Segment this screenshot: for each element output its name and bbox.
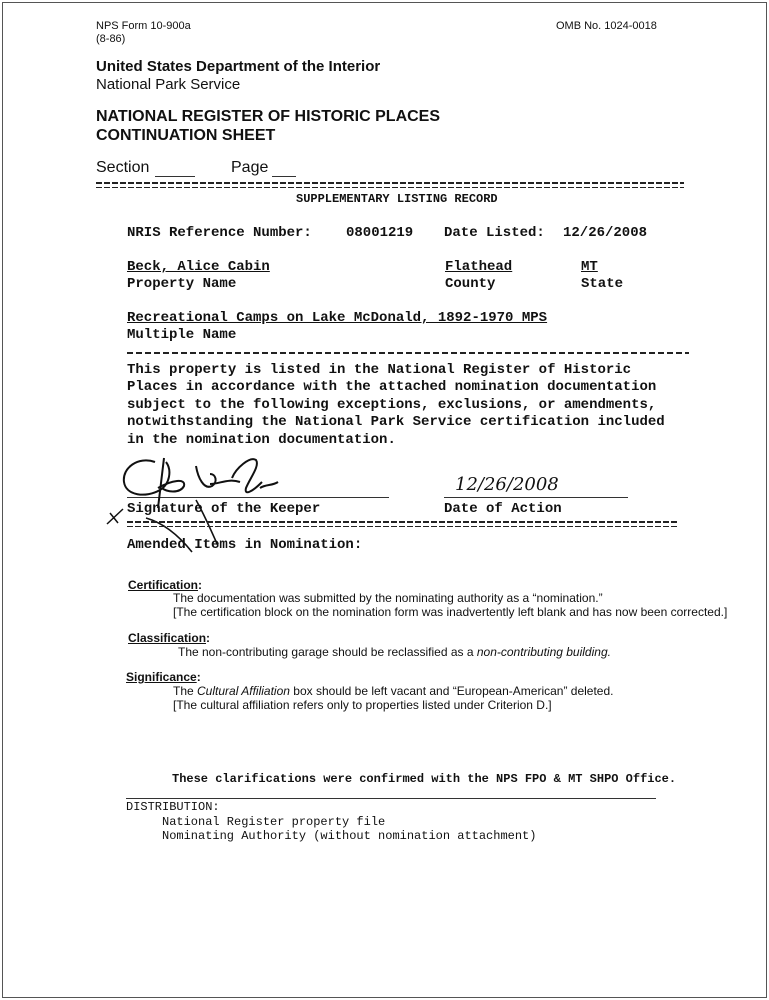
agency-name: National Park Service — [96, 76, 241, 93]
omb-number: OMB No. 1024-0018 — [556, 20, 657, 32]
statement-line-3: subject to the following exceptions, exclusions, or amendments, — [127, 397, 657, 413]
record-heading: SUPPLEMENTARY LISTING RECORD — [296, 192, 498, 206]
property-name-value: Beck, Alice Cabin — [127, 259, 270, 275]
significance-text: The Cultural Affiliation box should be left vacant and “European-American” deleted. — [173, 684, 614, 698]
signature-label: Signature of the Keeper — [127, 501, 321, 517]
statement-line-5: in the nomination documentation. — [127, 432, 396, 448]
state-value: MT — [581, 259, 598, 275]
page-blank — [272, 176, 296, 177]
date-of-action-label: Date of Action — [444, 501, 562, 517]
handwritten-date: 12/26/2008 — [455, 474, 559, 495]
distribution-label: DISTRIBUTION: — [126, 800, 220, 814]
multiple-name-value: Recreational Camps on Lake McDonald, 1892-1970 MPS — [127, 310, 548, 326]
certification-heading: Certification: — [128, 578, 203, 592]
significance-line-2: [The cultural affiliation refers only to properties listed under Criterion D.] — [173, 698, 552, 712]
distribution-item-2: Nominating Authority (without nomination attachment) — [162, 829, 537, 843]
distribution-item-1: National Register property file — [162, 815, 386, 829]
form-date: (8-86) — [96, 33, 126, 45]
date-of-action-line — [444, 497, 628, 498]
section-label: Section — [96, 159, 150, 176]
statement-line-2: Places in accordance with the attached nomination documentation — [127, 379, 657, 395]
double-rule-middle — [127, 521, 679, 527]
nris-label: NRIS Reference Number: — [127, 225, 312, 241]
form-title: NATIONAL REGISTER OF HISTORIC PLACES — [96, 108, 441, 125]
statement-line-4: notwithstanding the National Park Service certification included — [127, 414, 665, 430]
county-value: Flathead — [445, 259, 513, 275]
clarification-text: These clarifications were confirmed with the NPS FPO & MT SHPO Office. — [172, 772, 677, 786]
classification-text: The non-contributing garage should be reclassified as a non-contributing building. — [178, 645, 611, 659]
form-subtitle: CONTINUATION SHEET — [96, 127, 276, 144]
county-label: County — [445, 276, 496, 292]
multiple-name-label: Multiple Name — [127, 327, 237, 343]
section-blank — [155, 176, 195, 177]
certification-line-2: [The certification block on the nomination form was inadvertently left blank and has now been corrected.] — [173, 605, 728, 619]
classification-heading: Classification: — [128, 631, 211, 645]
check-mark — [104, 503, 126, 529]
distribution-rule — [126, 798, 656, 799]
form-number: NPS Form 10-900a — [96, 20, 191, 32]
amended-label: Amended Items in Nomination: — [127, 537, 363, 553]
date-listed-label: Date Listed: — [444, 225, 545, 241]
double-rule-top — [96, 182, 684, 188]
property-name-label: Property Name — [127, 276, 237, 292]
statement-line-1: This property is listed in the National Register of Historic — [127, 362, 632, 378]
dashed-rule — [127, 352, 689, 354]
date-listed-value: 12/26/2008 — [563, 225, 648, 241]
department-name: United States Department of the Interior — [96, 58, 381, 75]
state-label: State — [581, 276, 624, 292]
certification-line-1: The documentation was submitted by the nominating authority as a “nomination.” — [173, 591, 603, 605]
nris-value: 08001219 — [346, 225, 414, 241]
significance-heading: Significance: — [126, 670, 201, 684]
page-label: Page — [231, 159, 269, 176]
